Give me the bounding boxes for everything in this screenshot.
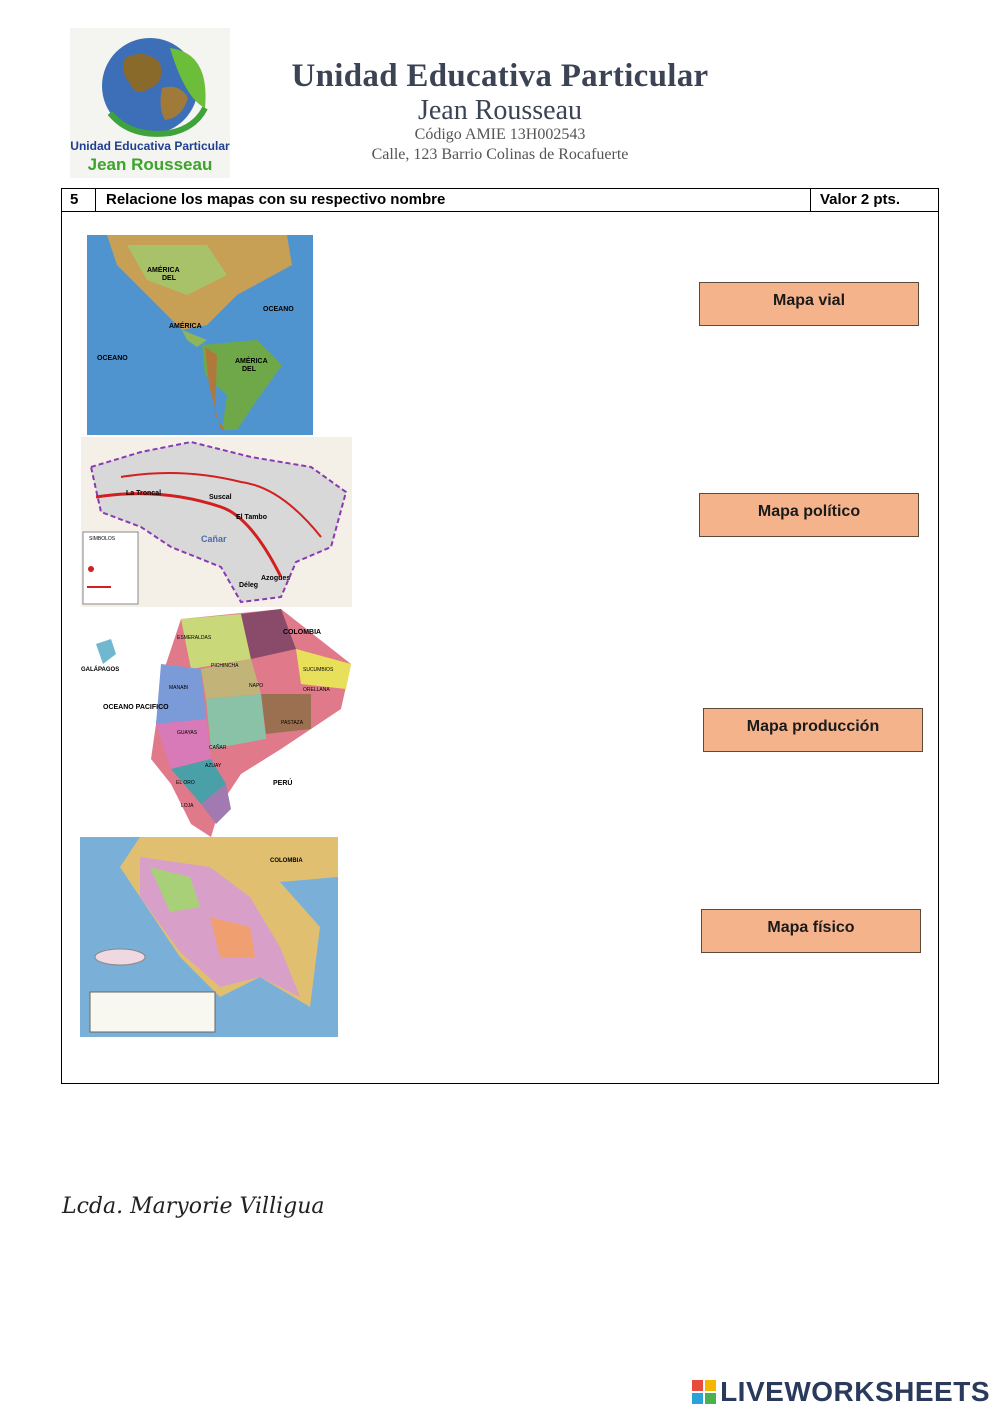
map-physical-label-7: DEL — [242, 366, 256, 373]
question-text: Relacione los mapas con su respectivo nombre — [106, 191, 446, 208]
map-political-azuay: AZUAY — [205, 763, 222, 769]
road-map-image[interactable] — [81, 437, 352, 607]
map-political-esmeraldas: ESMERALDAS — [177, 635, 212, 641]
map-political-sucumbios: SUCUMBIOS — [303, 667, 334, 673]
school-address: Calle, 123 Barrio Colinas de Rocafuerte — [371, 146, 629, 163]
liveworksheets-brand[interactable] — [692, 1376, 990, 1408]
map-road-town-4: Déleg — [239, 582, 259, 589]
map-political-napo: NAPO — [249, 683, 264, 689]
logo-text-1: Unidad Educativa Particular — [70, 139, 230, 153]
question-frame — [61, 188, 939, 1084]
signature: Lcda. Maryorie Villigua — [62, 1194, 325, 1219]
physical-map-image[interactable] — [87, 235, 313, 435]
logo-text-2: Jean Rousseau — [87, 155, 213, 174]
map-political-guayas: GUAYAS — [177, 730, 198, 736]
map-physical-label-2: DEL — [162, 275, 176, 282]
option-mapa-politico[interactable]: Mapa político — [699, 493, 919, 537]
option-mapa-fisico[interactable]: Mapa físico — [701, 909, 921, 953]
map-road-town-1: La Troncal — [126, 490, 162, 497]
map-political-ocean: OCEANO PACIFICO — [103, 704, 169, 711]
map-political-orellana: ORELLANA — [303, 687, 330, 693]
map-road-town-5: Suscal — [209, 494, 232, 501]
question-number: 5 — [62, 189, 96, 211]
map-political-galapagos: GALÁPAGOS — [81, 667, 120, 673]
map-road-legend: SIMBOLOS — [89, 536, 116, 542]
map-road-title: Cañar — [201, 534, 227, 544]
school-logo — [70, 28, 230, 178]
question-header-row — [62, 189, 938, 212]
brand-text: LIVEWORKSHEETS — [720, 1376, 990, 1407]
option-mapa-vial[interactable]: Mapa vial — [699, 282, 919, 326]
map-political-manabi: MANABI — [169, 685, 189, 691]
school-code: Código AMIE 13H002543 — [414, 126, 586, 143]
map-physical-label-6: AMÉRICA — [235, 358, 268, 365]
map-production-colombia: COLOMBIA — [270, 858, 303, 864]
map-political-pastaza: PASTAZA — [281, 720, 304, 726]
map-physical-label-4: OCEANO — [263, 306, 294, 313]
map-political-canar: CAÑAR — [209, 745, 227, 751]
school-subname: Jean Rousseau — [417, 95, 583, 126]
map-physical-label-5: OCEANO — [97, 355, 128, 362]
production-map-image[interactable] — [80, 837, 338, 1037]
map-road-town-3: Azogues — [261, 575, 291, 582]
option-mapa-produccion[interactable]: Mapa producción — [703, 708, 923, 752]
map-political-el-oro: EL ORO — [176, 780, 195, 786]
map-physical-label-3: AMÉRICA — [169, 323, 202, 330]
school-name: Unidad Educativa Particular — [291, 58, 709, 94]
map-political-peru: PERÚ — [273, 780, 293, 787]
map-political-loja: LOJA — [181, 803, 194, 809]
map-political-colombia: COLOMBIA — [283, 629, 322, 636]
map-political-pichincha: PICHINCHA — [211, 663, 239, 669]
question-value: Valor 2 pts. — [810, 189, 938, 211]
map-physical-label-1: AMÉRICA — [147, 267, 180, 274]
brand-logo-icon — [692, 1379, 716, 1403]
political-map-image[interactable] — [81, 609, 353, 837]
map-road-town-2: El Tambo — [236, 514, 267, 521]
